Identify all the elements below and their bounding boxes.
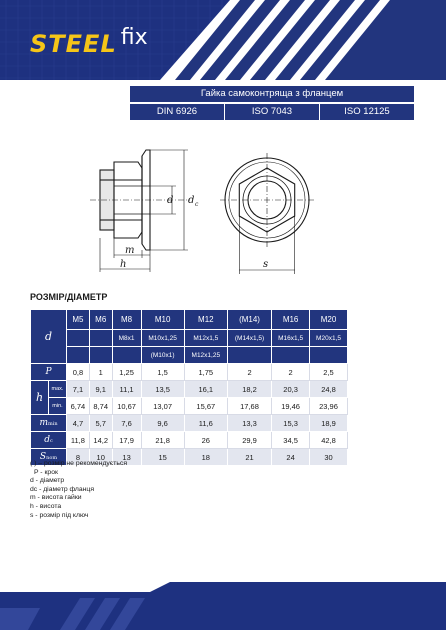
- table-cell: 9,6: [141, 415, 184, 432]
- row-label-m-text: m: [39, 418, 48, 428]
- dim-m-label: m: [125, 245, 135, 256]
- table-cell: 1,75: [184, 364, 227, 381]
- steelfix-logo: [30, 24, 148, 58]
- fine-pitch-cell: M12x1,25: [184, 347, 227, 364]
- table-cell: 13,5: [141, 381, 184, 398]
- table-cell: 21: [227, 449, 271, 466]
- note-line: h - висота: [30, 502, 62, 510]
- table-cell: 24,8: [310, 381, 348, 398]
- fine-pitch-cell: [67, 347, 90, 364]
- size-header: M6: [89, 310, 112, 330]
- table-cell: 11,6: [184, 415, 227, 432]
- note-line: m - висота гайки: [30, 494, 82, 502]
- page-header: [0, 0, 446, 80]
- fine-pitch-cell: [310, 347, 348, 364]
- row-label-dc-sub: c: [49, 438, 53, 444]
- table-cell: 30: [310, 449, 348, 466]
- fine-pitch-cell: M10x1,25: [141, 330, 184, 347]
- dimension-table: [30, 309, 348, 466]
- row-sublabel-max: max.: [49, 381, 67, 398]
- table-cell: 29,9: [227, 432, 271, 449]
- footer-background: [0, 578, 446, 630]
- table-cell: 17,68: [227, 398, 271, 415]
- table-row: [31, 347, 348, 364]
- dim-d-label: d: [167, 195, 174, 206]
- table-cell: 15,3: [272, 415, 310, 432]
- table-cell: 1,5: [141, 364, 184, 381]
- table-row: [31, 415, 348, 432]
- corner-d-label: d: [31, 310, 67, 364]
- size-header: M16: [272, 310, 310, 330]
- table-row: [31, 310, 348, 330]
- table-cell: 18,9: [310, 415, 348, 432]
- table-cell: 11,8: [67, 432, 90, 449]
- size-section-title: РОЗМІР/ДІАМЕТР: [30, 292, 108, 302]
- table-row: [31, 330, 348, 347]
- size-header: M8: [112, 310, 141, 330]
- dim-s-label: s: [263, 259, 269, 270]
- table-cell: 17,9: [112, 432, 141, 449]
- table-cell: 5,7: [89, 415, 112, 432]
- table-cell: 15,67: [184, 398, 227, 415]
- table-cell: 2: [227, 364, 271, 381]
- fine-pitch-cell: [112, 347, 141, 364]
- table-cell: 15: [141, 449, 184, 466]
- table-cell: 2: [272, 364, 310, 381]
- standard-iso-12125: ISO 12125: [344, 106, 390, 117]
- nut-front-view: [220, 153, 314, 247]
- nut-side-view: [90, 150, 190, 250]
- fine-pitch-cell: M16x1,5: [272, 330, 310, 347]
- table-cell: 4,7: [67, 415, 90, 432]
- table-cell: 10: [89, 449, 112, 466]
- row-label-s-text: S: [39, 452, 47, 462]
- row-label-s-sub: nom: [46, 455, 58, 461]
- dim-dc-label: d: [188, 195, 195, 206]
- size-header: (M14): [227, 310, 271, 330]
- standards-row: [130, 104, 414, 120]
- note-line: d - діаметр: [30, 477, 65, 485]
- fine-pitch-cell: M20x1,5: [310, 330, 348, 347]
- standard-iso-7043: ISO 7043: [225, 104, 320, 120]
- table-cell: 6,74: [67, 398, 90, 415]
- nut-technical-drawing: [80, 140, 380, 280]
- row-sublabel-min: min.: [49, 398, 67, 415]
- table-row: [31, 432, 348, 449]
- table-cell: 1: [89, 364, 112, 381]
- table-cell: 14,2: [89, 432, 112, 449]
- row-label-m: [31, 415, 67, 432]
- table-cell: 42,8: [310, 432, 348, 449]
- table-cell: 26: [184, 432, 227, 449]
- note-line: ( ) – розмір не рекомендується: [30, 460, 128, 467]
- fine-pitch-cell: [67, 330, 90, 347]
- table-cell: 18: [184, 449, 227, 466]
- page-footer: [0, 578, 446, 630]
- table-cell: 23,96: [310, 398, 348, 415]
- note-line: dc - діаметр фланця: [30, 485, 94, 493]
- table-cell: 11,1: [112, 381, 141, 398]
- note-line: P - крок: [34, 468, 58, 476]
- size-header: M10: [141, 310, 184, 330]
- row-label-p: P: [31, 364, 67, 381]
- row-label-m-sub: min: [47, 421, 58, 427]
- table-cell: 16,1: [184, 381, 227, 398]
- size-header: M12: [184, 310, 227, 330]
- size-header: M20: [310, 310, 348, 330]
- fine-pitch-cell: M12x1,5: [184, 330, 227, 347]
- table-cell: 13,3: [227, 415, 271, 432]
- table-cell: 21,8: [141, 432, 184, 449]
- table-cell: 13: [112, 449, 141, 466]
- fine-pitch-cell: [89, 330, 112, 347]
- fine-pitch-cell: [272, 347, 310, 364]
- logo-steel-text: STEEL: [30, 30, 117, 58]
- table-cell: 0,8: [67, 364, 90, 381]
- row-label-h: h: [31, 381, 49, 415]
- table-cell: 19,46: [272, 398, 310, 415]
- fine-pitch-cell: [89, 347, 112, 364]
- dim-h-label: h: [120, 259, 127, 270]
- size-header: M5: [67, 310, 90, 330]
- table-row: [31, 381, 348, 398]
- table-cell: 24: [272, 449, 310, 466]
- table-cell: 18,2: [227, 381, 271, 398]
- table-cell: 13,07: [141, 398, 184, 415]
- logo-fix-text: fix: [120, 24, 148, 50]
- row-label-dc-text: d: [44, 435, 50, 445]
- table-cell: 2,5: [310, 364, 348, 381]
- fine-pitch-cell: [227, 347, 271, 364]
- table-cell: 9,1: [89, 381, 112, 398]
- dim-dc-sub: c: [195, 201, 199, 208]
- table-row: [31, 398, 348, 415]
- row-label-dc: [31, 432, 67, 449]
- table-cell: 8: [67, 449, 90, 466]
- fine-pitch-cell: (M10x1): [141, 347, 184, 364]
- table-cell: 7,6: [112, 415, 141, 432]
- table-cell: 7,1: [67, 381, 90, 398]
- table-cell: 10,67: [112, 398, 141, 415]
- product-title: Гайка самоконтряща з фланцем: [130, 86, 414, 102]
- table-cell: 34,5: [272, 432, 310, 449]
- table-row: [31, 364, 348, 381]
- legend-notes: [30, 460, 127, 520]
- table-cell: 20,3: [272, 381, 310, 398]
- fine-pitch-cell: M8x1: [112, 330, 141, 347]
- standard-din: DIN 6926: [130, 104, 225, 120]
- note-line: s - розмір під ключ: [30, 511, 89, 519]
- table-cell: 8,74: [89, 398, 112, 415]
- fine-pitch-cell: (M14x1,5): [227, 330, 271, 347]
- table-cell: 1,25: [112, 364, 141, 381]
